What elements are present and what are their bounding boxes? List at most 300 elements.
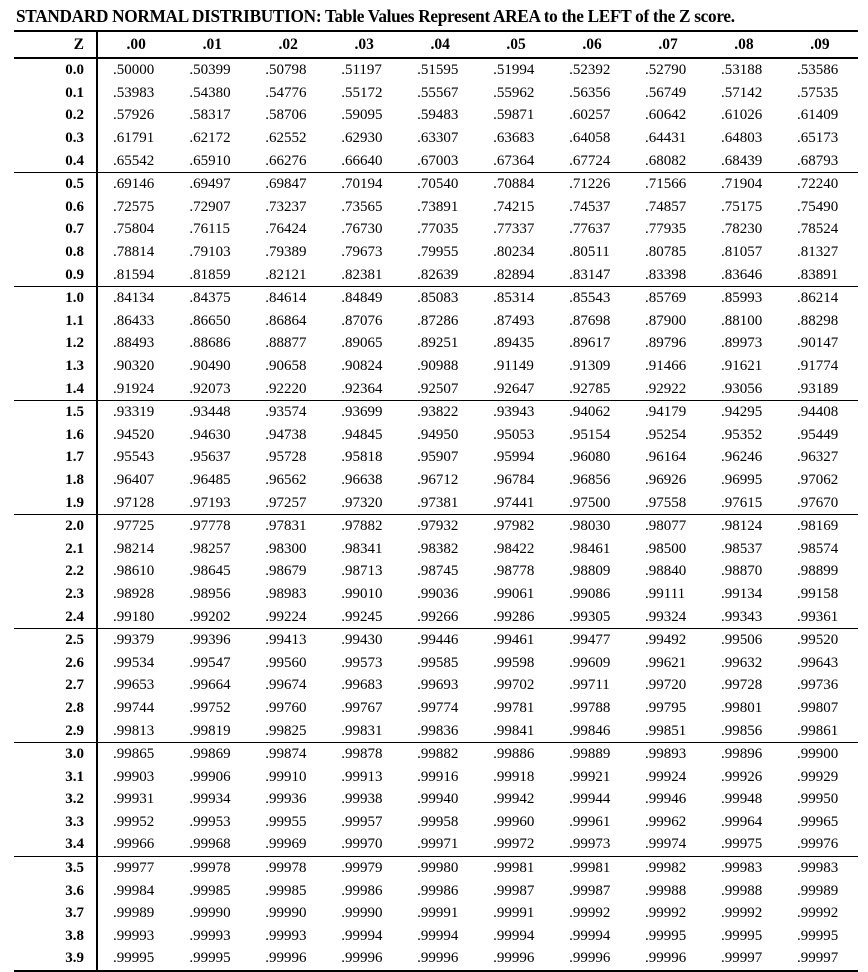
probability-cell: .72575 xyxy=(113,198,155,215)
probability-cell: .99807 xyxy=(796,699,839,716)
probability-cell: .83147 xyxy=(554,263,630,286)
probability-cell: .99996 xyxy=(402,947,478,971)
probability-cell: .99921 xyxy=(569,768,611,785)
probability-cell: .89065 xyxy=(341,335,383,352)
probability-cell: .60257 xyxy=(569,107,611,124)
probability-cell: .99534 xyxy=(113,654,155,671)
probability-cell: .99961 xyxy=(569,813,611,830)
probability-cell: .58317 xyxy=(189,107,231,124)
z-value: 1.6 xyxy=(14,424,97,447)
table-row xyxy=(14,82,858,105)
probability-cell: .82639 xyxy=(402,263,478,286)
probability-cell: .50798 xyxy=(265,62,307,79)
z-value: 2.2 xyxy=(14,560,97,583)
probability-cell: .99506 xyxy=(720,632,763,649)
probability-cell: .97982 xyxy=(493,518,535,535)
probability-cell: .99744 xyxy=(113,699,155,716)
probability-cell: .99997 xyxy=(782,947,858,971)
probability-cell: .98300 xyxy=(265,540,307,557)
probability-cell: .95449 xyxy=(796,426,839,443)
probability-cell: .95352 xyxy=(720,426,763,443)
z-value: 2.6 xyxy=(14,651,97,674)
table-row xyxy=(14,149,858,172)
probability-cell: .99036 xyxy=(417,585,459,602)
probability-cell: .99831 xyxy=(326,719,402,742)
probability-cell: .99767 xyxy=(341,699,383,716)
z-value: 1.0 xyxy=(14,286,97,309)
probability-cell: .96164 xyxy=(645,449,687,466)
probability-cell: .83646 xyxy=(706,263,782,286)
probability-cell: .99111 xyxy=(645,585,686,602)
probability-cell: .89617 xyxy=(569,335,611,352)
probability-cell: .97441 xyxy=(478,491,554,514)
probability-cell: .98840 xyxy=(645,563,687,580)
probability-cell: .88686 xyxy=(189,335,231,352)
probability-cell: .72240 xyxy=(796,176,839,193)
column-header: .09 xyxy=(782,31,858,58)
probability-cell: .70194 xyxy=(341,176,383,193)
table-row xyxy=(14,628,858,651)
probability-cell: .93822 xyxy=(417,404,459,421)
table-row xyxy=(14,651,858,674)
table-row xyxy=(14,742,858,765)
table-row xyxy=(14,856,858,879)
probability-cell: .93448 xyxy=(189,404,231,421)
probability-cell: .99993 xyxy=(189,927,231,944)
probability-cell: .98983 xyxy=(265,585,307,602)
probability-cell: .99653 xyxy=(113,677,155,694)
probability-cell: .99938 xyxy=(341,791,383,808)
table-row xyxy=(14,241,858,264)
probability-cell: .95994 xyxy=(493,449,535,466)
probability-cell: .99736 xyxy=(796,677,839,694)
probability-cell: .99980 xyxy=(417,860,459,877)
probability-cell: .99958 xyxy=(417,813,459,830)
probability-cell: .80511 xyxy=(569,244,610,261)
table-row xyxy=(14,491,858,514)
probability-cell: .99970 xyxy=(326,833,402,856)
probability-cell: .99343 xyxy=(706,605,782,628)
z-value: 0.0 xyxy=(14,58,97,82)
probability-cell: .99988 xyxy=(645,882,687,899)
probability-cell: .99992 xyxy=(720,905,763,922)
probability-cell: .55962 xyxy=(493,84,535,101)
probability-cell: .89251 xyxy=(417,335,459,352)
probability-cell: .94738 xyxy=(265,426,307,443)
probability-cell: .91924 xyxy=(97,377,174,400)
probability-cell: .53188 xyxy=(720,62,763,79)
table-row xyxy=(14,947,858,971)
table-row xyxy=(14,902,858,925)
probability-cell: .99461 xyxy=(493,632,535,649)
probability-cell: .76424 xyxy=(265,221,307,238)
probability-cell: .90658 xyxy=(265,358,307,375)
probability-cell: .99916 xyxy=(417,768,459,785)
z-value: 2.5 xyxy=(14,628,97,651)
probability-cell: .99846 xyxy=(554,719,630,742)
probability-cell: .98928 xyxy=(113,585,155,602)
table-row xyxy=(14,286,858,309)
probability-cell: .99305 xyxy=(554,605,630,628)
probability-cell: .84375 xyxy=(189,290,231,307)
z-value: 1.7 xyxy=(14,446,97,469)
probability-cell: .99931 xyxy=(113,791,155,808)
probability-cell: .97500 xyxy=(554,491,630,514)
table-row xyxy=(14,537,858,560)
z-value: 2.4 xyxy=(14,605,97,628)
probability-cell: .97558 xyxy=(630,491,706,514)
probability-cell: .53586 xyxy=(796,62,839,79)
probability-cell: .98809 xyxy=(569,563,611,580)
z-value: 0.4 xyxy=(14,149,97,172)
probability-cell: .69497 xyxy=(189,176,231,193)
probability-cell: .99985 xyxy=(265,882,307,899)
probability-cell: .82381 xyxy=(326,263,402,286)
probability-cell: .99990 xyxy=(265,905,307,922)
probability-cell: .98645 xyxy=(189,563,231,580)
probability-cell: .99936 xyxy=(265,791,307,808)
probability-cell: .64058 xyxy=(569,130,611,147)
probability-cell: .97778 xyxy=(189,518,231,535)
probability-cell: .99813 xyxy=(97,719,174,742)
probability-cell: .61791 xyxy=(113,130,155,147)
table-row xyxy=(14,605,858,628)
probability-cell: .93574 xyxy=(265,404,307,421)
z-value: 2.3 xyxy=(14,583,97,606)
z-value: 3.0 xyxy=(14,742,97,765)
z-value: 1.1 xyxy=(14,310,97,333)
probability-cell: .99795 xyxy=(645,699,687,716)
probability-cell: .99987 xyxy=(569,882,611,899)
probability-cell: .84614 xyxy=(265,290,307,307)
z-value: 0.3 xyxy=(14,127,97,150)
probability-cell: .93319 xyxy=(113,404,155,421)
probability-cell: .73237 xyxy=(265,198,307,215)
table-row xyxy=(14,377,858,400)
probability-cell: .90824 xyxy=(341,358,383,375)
probability-cell: .99609 xyxy=(569,654,611,671)
probability-cell: .86214 xyxy=(796,290,839,307)
probability-cell: .92364 xyxy=(326,377,402,400)
probability-cell: .68439 xyxy=(706,149,782,172)
probability-cell: .99995 xyxy=(174,947,250,971)
probability-cell: .92922 xyxy=(630,377,706,400)
z-value: 1.8 xyxy=(14,469,97,492)
probability-cell: .99997 xyxy=(706,947,782,971)
probability-cell: .99430 xyxy=(341,632,383,649)
probability-cell: .99632 xyxy=(720,654,763,671)
z-value: 2.9 xyxy=(14,719,97,742)
probability-cell: .99560 xyxy=(265,654,307,671)
probability-cell: .93189 xyxy=(782,377,858,400)
probability-cell: .67003 xyxy=(402,149,478,172)
probability-cell: .99981 xyxy=(493,860,535,877)
probability-cell: .51994 xyxy=(493,62,535,79)
probability-cell: .85769 xyxy=(645,290,687,307)
probability-cell: .85314 xyxy=(493,290,535,307)
probability-cell: .77935 xyxy=(645,221,687,238)
z-value: 3.4 xyxy=(14,833,97,856)
probability-cell: .99972 xyxy=(478,833,554,856)
probability-cell: .99825 xyxy=(250,719,326,742)
probability-cell: .87286 xyxy=(417,312,459,329)
probability-cell: .80785 xyxy=(645,244,687,261)
probability-cell: .99976 xyxy=(782,833,858,856)
probability-cell: .96562 xyxy=(265,471,307,488)
probability-cell: .98870 xyxy=(720,563,763,580)
probability-cell: .66276 xyxy=(250,149,326,172)
z-value: 3.5 xyxy=(14,856,97,879)
probability-cell: .92785 xyxy=(554,377,630,400)
probability-cell: .62552 xyxy=(265,130,307,147)
probability-cell: .99446 xyxy=(417,632,459,649)
probability-cell: .99621 xyxy=(645,654,687,671)
probability-cell: .79673 xyxy=(341,244,383,261)
probability-cell: .88493 xyxy=(113,335,155,352)
z-value: 2.1 xyxy=(14,537,97,560)
column-header: .01 xyxy=(174,31,250,58)
probability-cell: .52790 xyxy=(645,62,687,79)
probability-cell: .99492 xyxy=(645,632,687,649)
probability-cell: .98124 xyxy=(720,518,763,535)
probability-cell: .99929 xyxy=(796,768,839,785)
table-row xyxy=(14,560,858,583)
z-value: 3.8 xyxy=(14,925,97,948)
column-header: .03 xyxy=(326,31,402,58)
probability-cell: .99992 xyxy=(569,905,611,922)
probability-cell: .96407 xyxy=(113,471,155,488)
probability-cell: .99995 xyxy=(720,927,763,944)
probability-cell: .99396 xyxy=(189,632,231,649)
z-value: 0.6 xyxy=(14,196,97,219)
probability-cell: .99874 xyxy=(265,746,307,763)
table-row xyxy=(14,719,858,742)
probability-cell: .99924 xyxy=(645,768,687,785)
probability-cell: .77637 xyxy=(569,221,611,238)
probability-cell: .99991 xyxy=(493,905,535,922)
probability-cell: .99975 xyxy=(706,833,782,856)
probability-cell: .65173 xyxy=(796,130,839,147)
probability-cell: .74857 xyxy=(645,198,687,215)
probability-cell: .94179 xyxy=(645,404,687,421)
probability-cell: .74537 xyxy=(569,198,611,215)
probability-cell: .70884 xyxy=(493,176,535,193)
probability-cell: .71904 xyxy=(720,176,763,193)
probability-cell: .98713 xyxy=(341,563,383,580)
table-row xyxy=(14,811,858,834)
probability-cell: .99992 xyxy=(796,905,839,922)
probability-cell: .99995 xyxy=(796,927,839,944)
probability-cell: .99995 xyxy=(645,927,687,944)
probability-cell: .52392 xyxy=(569,62,611,79)
table-title: STANDARD NORMAL DISTRIBUTION: Table Values Represent AREA to the LEFT of the Z score. xyxy=(16,6,735,26)
z-value: 1.2 xyxy=(14,332,97,355)
probability-cell: .99983 xyxy=(796,860,839,877)
probability-cell: .98574 xyxy=(796,540,839,557)
probability-cell: .98610 xyxy=(113,563,155,580)
probability-cell: .56749 xyxy=(645,84,687,101)
probability-cell: .60642 xyxy=(645,107,687,124)
probability-cell: .98341 xyxy=(341,540,383,557)
table-row xyxy=(14,424,858,447)
probability-cell: .96327 xyxy=(796,449,839,466)
probability-cell: .99547 xyxy=(189,654,231,671)
table-row xyxy=(14,788,858,811)
probability-cell: .83398 xyxy=(630,263,706,286)
probability-cell: .99960 xyxy=(493,813,535,830)
table-row xyxy=(14,765,858,788)
probability-cell: .68793 xyxy=(782,149,858,172)
probability-cell: .94630 xyxy=(189,426,231,443)
probability-cell: .76115 xyxy=(189,221,231,238)
probability-cell: .99674 xyxy=(265,677,307,694)
probability-cell: .92220 xyxy=(250,377,326,400)
probability-cell: .99266 xyxy=(402,605,478,628)
probability-cell: .97725 xyxy=(113,518,155,535)
probability-cell: .99944 xyxy=(569,791,611,808)
table-row xyxy=(14,400,858,423)
probability-cell: .50000 xyxy=(113,62,155,79)
probability-cell: .99585 xyxy=(417,654,459,671)
table-row xyxy=(14,469,858,492)
probability-cell: .67724 xyxy=(554,149,630,172)
z-value: 3.6 xyxy=(14,879,97,902)
probability-cell: .63683 xyxy=(493,130,535,147)
probability-cell: .99968 xyxy=(174,833,250,856)
probability-cell: .99964 xyxy=(720,813,763,830)
probability-cell: .99134 xyxy=(720,585,763,602)
probability-cell: .99994 xyxy=(341,927,383,944)
probability-cell: .99979 xyxy=(341,860,383,877)
probability-cell: .99886 xyxy=(493,746,535,763)
probability-cell: .62172 xyxy=(189,130,231,147)
probability-cell: .99598 xyxy=(493,654,535,671)
probability-cell: .95154 xyxy=(569,426,611,443)
probability-cell: .99702 xyxy=(493,677,535,694)
probability-cell: .99942 xyxy=(493,791,535,808)
probability-cell: .99984 xyxy=(113,882,155,899)
probability-cell: .99841 xyxy=(478,719,554,742)
probability-cell: .92507 xyxy=(402,377,478,400)
probability-cell: .69146 xyxy=(113,176,155,193)
probability-cell: .96926 xyxy=(645,471,687,488)
probability-cell: .99981 xyxy=(569,860,611,877)
probability-cell: .99965 xyxy=(796,813,839,830)
table-row xyxy=(14,583,858,606)
probability-cell: .98778 xyxy=(493,563,535,580)
probability-cell: .99573 xyxy=(341,654,383,671)
probability-cell: .98500 xyxy=(645,540,687,557)
z-value: 0.2 xyxy=(14,104,97,127)
column-header: .08 xyxy=(706,31,782,58)
probability-cell: .65542 xyxy=(97,149,174,172)
probability-cell: .92073 xyxy=(174,377,250,400)
z-value: 3.1 xyxy=(14,765,97,788)
probability-cell: .89796 xyxy=(645,335,687,352)
probability-cell: .80234 xyxy=(493,244,535,261)
probability-cell: .96638 xyxy=(341,471,383,488)
probability-cell: .99903 xyxy=(113,768,155,785)
probability-cell: .99693 xyxy=(417,677,459,694)
probability-cell: .99643 xyxy=(796,654,839,671)
probability-cell: .99926 xyxy=(720,768,763,785)
z-value: 2.0 xyxy=(14,514,97,537)
probability-cell: .85543 xyxy=(569,290,611,307)
probability-cell: .99950 xyxy=(796,791,839,808)
probability-cell: .88100 xyxy=(720,312,763,329)
probability-cell: .99781 xyxy=(493,699,535,716)
probability-cell: .99245 xyxy=(326,605,402,628)
column-header: .07 xyxy=(630,31,706,58)
probability-cell: .99974 xyxy=(630,833,706,856)
z-value: 1.5 xyxy=(14,400,97,423)
probability-cell: .93699 xyxy=(341,404,383,421)
probability-cell: .57535 xyxy=(796,84,839,101)
probability-cell: .99996 xyxy=(478,947,554,971)
probability-cell: .99202 xyxy=(174,605,250,628)
probability-cell: .99978 xyxy=(265,860,307,877)
probability-cell: .99286 xyxy=(478,605,554,628)
probability-cell: .99711 xyxy=(569,677,610,694)
probability-cell: .99774 xyxy=(417,699,459,716)
probability-cell: .70540 xyxy=(417,176,459,193)
probability-cell: .99728 xyxy=(720,677,763,694)
probability-cell: .63307 xyxy=(417,130,459,147)
probability-cell: .96856 xyxy=(569,471,611,488)
probability-cell: .99996 xyxy=(554,947,630,971)
probability-cell: .99861 xyxy=(782,719,858,742)
probability-cell: .99869 xyxy=(189,746,231,763)
column-header: .05 xyxy=(478,31,554,58)
probability-cell: .51197 xyxy=(341,62,382,79)
z-value: 0.9 xyxy=(14,263,97,286)
probability-cell: .95053 xyxy=(493,426,535,443)
column-header: .02 xyxy=(250,31,326,58)
probability-cell: .96485 xyxy=(189,471,231,488)
probability-cell: .99836 xyxy=(402,719,478,742)
probability-cell: .99971 xyxy=(402,833,478,856)
probability-cell: .97831 xyxy=(265,518,307,535)
probability-cell: .99061 xyxy=(493,585,535,602)
z-value: 2.8 xyxy=(14,697,97,720)
probability-cell: .97615 xyxy=(706,491,782,514)
probability-cell: .65910 xyxy=(174,149,250,172)
probability-cell: .90147 xyxy=(796,335,839,352)
probability-cell: .96784 xyxy=(493,471,535,488)
probability-cell: .99878 xyxy=(341,746,383,763)
probability-cell: .99224 xyxy=(250,605,326,628)
probability-cell: .92647 xyxy=(478,377,554,400)
probability-cell: .99986 xyxy=(417,882,459,899)
probability-cell: .94408 xyxy=(796,404,839,421)
probability-cell: .99940 xyxy=(417,791,459,808)
probability-cell: .79389 xyxy=(265,244,307,261)
probability-cell: .91774 xyxy=(796,358,839,375)
probability-cell: .98745 xyxy=(417,563,459,580)
probability-cell: .88877 xyxy=(265,335,307,352)
probability-cell: .95907 xyxy=(417,449,459,466)
probability-cell: .81057 xyxy=(720,244,763,261)
probability-cell: .74215 xyxy=(493,198,535,215)
probability-cell: .94062 xyxy=(569,404,611,421)
probability-cell: .99948 xyxy=(720,791,763,808)
table-row xyxy=(14,697,858,720)
table-row xyxy=(14,263,858,286)
table-row xyxy=(14,674,858,697)
probability-cell: .99889 xyxy=(569,746,611,763)
probability-cell: .99991 xyxy=(417,905,459,922)
probability-cell: .97932 xyxy=(417,518,459,535)
